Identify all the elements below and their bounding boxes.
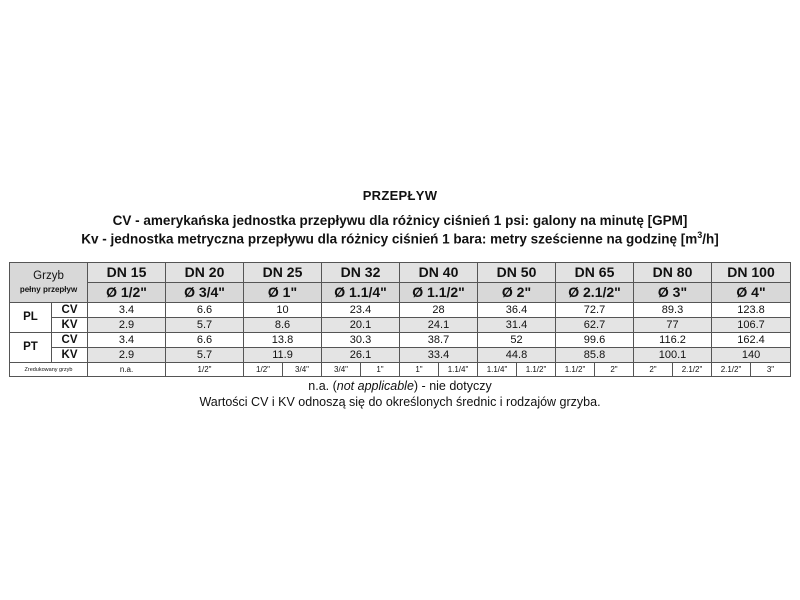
pt-kv-cell: 5.7 (166, 348, 244, 363)
cv-label: CV (52, 303, 88, 318)
kv-definition-text: Kv - jednostka metryczna przepływu dla różnicy ciśnień 1 bara: metry sześcienne na godzinę [m (81, 231, 698, 247)
diameter-header: Ø 1/2" (88, 283, 166, 303)
dn-header: DN 80 (634, 263, 712, 283)
pt-cv-cell: 6.6 (166, 333, 244, 348)
table-row (10, 303, 791, 318)
pl-cv-cell: 6.6 (166, 303, 244, 318)
grzyb-label: Grzyb (33, 269, 64, 282)
pl-kv-cell: 31.4 (478, 318, 556, 333)
kv-definition (0, 230, 800, 247)
grzyb-header (10, 263, 88, 303)
pt-cv-cell: 30.3 (322, 333, 400, 348)
pt-kv-cell: 33.4 (400, 348, 478, 363)
pt-cv-cell: 99.6 (556, 333, 634, 348)
pt-kv-cell: 26.1 (322, 348, 400, 363)
table-row (10, 333, 791, 348)
pt-label: PT (10, 333, 52, 363)
table-row (10, 348, 791, 363)
pl-cv-cell: 89.3 (634, 303, 712, 318)
reduced-plug-cell: 1" (361, 363, 400, 377)
na-note-suffix: ) - nie dotyczy (413, 379, 492, 393)
reduced-plug-cell: 1.1/2" (556, 363, 595, 377)
pl-cv-cell: 3.4 (88, 303, 166, 318)
pt-cv-cell: 38.7 (400, 333, 478, 348)
pl-kv-cell: 77 (634, 318, 712, 333)
reduced-plug-cell: 2" (634, 363, 673, 377)
dn-header: DN 50 (478, 263, 556, 283)
kv-label: KV (52, 318, 88, 333)
table-row (10, 363, 791, 377)
pt-kv-cell: 44.8 (478, 348, 556, 363)
dn-header: DN 32 (322, 263, 400, 283)
pt-cv-cell: 13.8 (244, 333, 322, 348)
pl-label: PL (10, 303, 52, 333)
pl-kv-cell: 24.1 (400, 318, 478, 333)
cv-definition: CV - amerykańska jednostka przepływu dla różnicy ciśnień 1 psi: galony na minutę [GPM] (112, 213, 688, 228)
pl-kv-cell: 8.6 (244, 318, 322, 333)
dn-header: DN 40 (400, 263, 478, 283)
diameter-header: Ø 2" (478, 283, 556, 303)
pl-cv-cell: 23.4 (322, 303, 400, 318)
na-note-italic: not applicable (336, 379, 414, 393)
reduced-plug-cell: 2.1/2" (673, 363, 712, 377)
reduced-plug-cell: 1/2" (244, 363, 283, 377)
pl-cv-cell: 28 (400, 303, 478, 318)
pt-kv-cell: 2.9 (88, 348, 166, 363)
pt-cv-cell: 162.4 (712, 333, 791, 348)
dn-header: DN 100 (712, 263, 791, 283)
reduced-plug-label: Zredukowany grzyb (10, 363, 88, 377)
page-title: PRZEPŁYW (362, 188, 438, 203)
pt-kv-cell: 100.1 (634, 348, 712, 363)
na-note-prefix: n.a. ( (308, 379, 337, 393)
reduced-plug-cell: n.a. (88, 363, 166, 377)
reduced-plug-cell: 2" (595, 363, 634, 377)
dn-header: DN 65 (556, 263, 634, 283)
diameter-header: Ø 1.1/4" (322, 283, 400, 303)
pl-cv-cell: 123.8 (712, 303, 791, 318)
pl-kv-cell: 20.1 (322, 318, 400, 333)
pl-kv-cell: 106.7 (712, 318, 791, 333)
reduced-plug-cell: 1.1/2" (517, 363, 556, 377)
values-note: Wartości CV i KV odnoszą się do określonych średnic i rodzajów grzyba. (199, 395, 601, 409)
dn-header: DN 15 (88, 263, 166, 283)
diameter-header: Ø 3" (634, 283, 712, 303)
diameter-header: Ø 1.1/2" (400, 283, 478, 303)
reduced-plug-cell: 2.1/2" (712, 363, 751, 377)
cv-label: CV (52, 333, 88, 348)
diameter-header: Ø 1" (244, 283, 322, 303)
pl-cv-cell: 10 (244, 303, 322, 318)
pl-cv-cell: 72.7 (556, 303, 634, 318)
pt-kv-cell: 85.8 (556, 348, 634, 363)
reduced-plug-cell: 1" (400, 363, 439, 377)
diameter-header: Ø 2.1/2" (556, 283, 634, 303)
pt-cv-cell: 116.2 (634, 333, 712, 348)
reduced-plug-cell: 3/4" (283, 363, 322, 377)
pl-kv-cell: 5.7 (166, 318, 244, 333)
kv-definition-unit-end: /h] (702, 231, 719, 247)
pt-cv-cell: 3.4 (88, 333, 166, 348)
na-note (0, 379, 800, 393)
pt-kv-cell: 11.9 (244, 348, 322, 363)
pt-cv-cell: 52 (478, 333, 556, 348)
diameter-header: Ø 3/4" (166, 283, 244, 303)
pl-cv-cell: 36.4 (478, 303, 556, 318)
reduced-plug-cell: 1/2" (166, 363, 244, 377)
reduced-plug-cell: 3/4" (322, 363, 361, 377)
grzyb-sublabel: pełny przepływ (19, 284, 78, 294)
kv-label: KV (52, 348, 88, 363)
dn-header: DN 25 (244, 263, 322, 283)
pl-kv-cell: 62.7 (556, 318, 634, 333)
reduced-plug-cell: 1.1/4" (478, 363, 517, 377)
kv-definition-superscript: 3 (697, 230, 703, 240)
diameter-header: Ø 4" (712, 283, 791, 303)
reduced-plug-cell: 3" (751, 363, 791, 377)
flow-table (9, 262, 791, 377)
reduced-plug-cell: 1.1/4" (439, 363, 478, 377)
pt-kv-cell: 140 (712, 348, 791, 363)
pl-kv-cell: 2.9 (88, 318, 166, 333)
table-row (10, 318, 791, 333)
dn-header: DN 20 (166, 263, 244, 283)
